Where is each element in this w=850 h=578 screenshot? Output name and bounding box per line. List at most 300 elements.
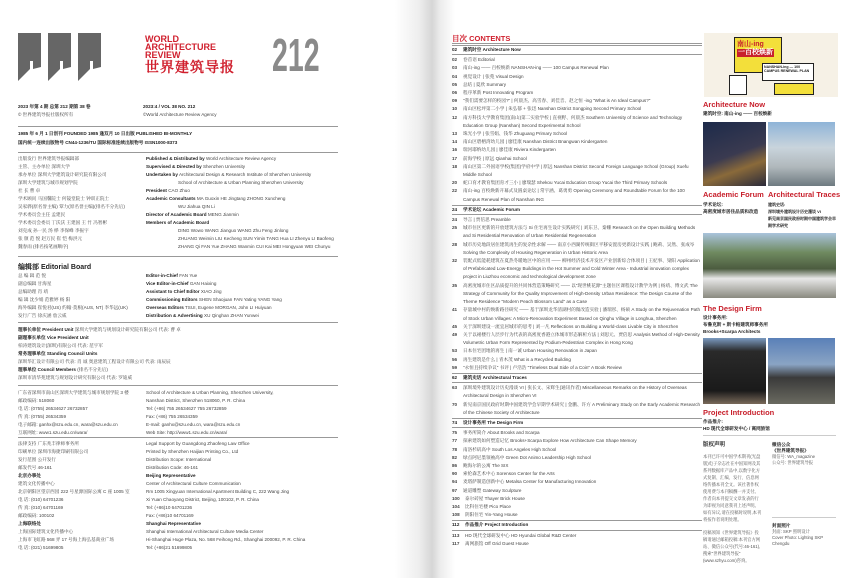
row-en: [146, 429, 227, 437]
row-en-value: Architectural Design & Research Institute of Shenzhen University: [178, 172, 312, 177]
info-row: [18, 528, 338, 536]
info-row: [18, 472, 338, 480]
row-zh: 印刷单位 深圳市海捷印刷有限公司: [18, 449, 89, 454]
info-row: [18, 397, 338, 405]
contents-entry[interactable]: [452, 163, 702, 179]
page-number: 86: [452, 462, 458, 468]
row-zh: 发行广告 徐庆涵 詹云威: [18, 313, 67, 318]
entry-title: 南山区松坪第二小学 | 朱弘郁 + 张迅 Nanshan District Songping Second Primary School: [463, 106, 642, 112]
page-number: 06: [452, 90, 458, 96]
contents-section[interactable]: [452, 373, 702, 383]
entry-title: 比科住宅楼 Pico Place: [465, 503, 511, 509]
contents-entry[interactable]: [452, 155, 702, 163]
info-row: [18, 203, 338, 211]
entry-title: 南山-ing 百校焕新开幕式及圆桌论坛 | 常宇涵、葛勇勇 Opening Ceremony and Roundtable Forum for the 100 Campus Renewal Plan of Nanshan ING: [463, 188, 685, 202]
row-zh: 总 编 辑 范 悦: [18, 273, 47, 278]
academic-forum-title: Academic Forum: [703, 190, 764, 199]
page-number: 112: [452, 522, 460, 528]
entry-title: 珠光小学 | 张雪娟、钱华 Zhuguang Primary School: [463, 131, 568, 137]
divider: [18, 256, 338, 257]
info-row: [18, 179, 338, 187]
poster-subtitle: NANSHAN-ing — 100 CAMPUS RENEWAL PLAN: [762, 63, 814, 81]
info-row: [18, 312, 338, 320]
page-number: 117: [452, 540, 460, 546]
page-number: 70: [452, 401, 458, 407]
page-number: 77: [452, 438, 458, 444]
unit-label: 副理事长单位 Vice President Unit: [18, 335, 89, 340]
info-row: [18, 504, 338, 512]
row-en-value: Legal Support by Guangdong Zhaofeng Law Office: [146, 441, 250, 446]
contents-entry[interactable]: [452, 384, 702, 400]
contents-entry[interactable]: [452, 347, 702, 355]
entry-title: HD 现代全球研发中心 HD Hyundai Global R&D Center: [465, 532, 577, 538]
info-row: [18, 405, 338, 413]
contents-section[interactable]: [452, 205, 702, 215]
contents-entry[interactable]: [452, 138, 702, 146]
row-en: [146, 440, 250, 448]
info-row: [18, 187, 338, 195]
info-row: [18, 536, 338, 544]
row-en: [146, 304, 272, 312]
entry-title: 导言 | 贾倍思 Preamble: [463, 217, 511, 223]
contents-section[interactable]: [452, 520, 702, 530]
row-en: [146, 163, 245, 171]
contents-entry[interactable]: [452, 462, 702, 470]
arch-now-title: Architecture Now: [703, 100, 766, 109]
contents-entry[interactable]: [452, 495, 702, 503]
entry-title: 泰尔砖屋 Thayer Brick House: [465, 495, 525, 501]
poster-title: 南山-ing 一百校焕新: [737, 41, 773, 56]
copyright-statement: 版权声明 本刊已许可中国学术期刊(光盘版)电子杂志社在中国知网及其系列数据库产品中,以数字化方式复制、汇编、发行、信息网络传播本刊全文。该社著作权使用费与本刊稿酬一并支付。作者向本刊提交文章发表的行为即视为同意我刊上述声明。如有异议,请在投稿时说明,本刊将按作者说明处理。 投稿须知《世界建筑导报》投稿请通过邮箱投稿:本刊官方网站、微信公众号(代号:46-161),搜索"世界建筑导报"(www.szhyu.com)咨询。: [703, 442, 762, 563]
row-en-value: Rm 1005 Xingyuan International Apartment Building C, 222 Wang Jing: [146, 489, 290, 494]
unit-row: [18, 366, 338, 374]
contents-entry[interactable]: [452, 454, 702, 462]
row-zh: 副总编辑 甘海星: [18, 281, 52, 286]
row-zh: 电 话: (0755) 26534627 26732857: [18, 406, 88, 411]
unit-text: (排名不分先后): [77, 367, 108, 372]
row-en-value: Tel: (+86) 755 26534627 755 26732859: [146, 406, 227, 411]
page-number: 24: [452, 217, 458, 223]
brand-en-3: REVIEW: [145, 50, 181, 60]
row-en-value: CAO Zhuo: [168, 188, 190, 193]
design-firm-image: [703, 233, 836, 298]
legal-block: [18, 440, 338, 552]
row-en-label: President: [146, 188, 167, 193]
row-zh: 上海国际建筑文化传播中心: [18, 529, 74, 534]
row-zh: 学术顾问 马国馨院士 何镜堂院士 钟训正院士: [18, 196, 110, 201]
page-number: 49: [452, 331, 458, 337]
page-number: 62: [452, 374, 458, 380]
unit-row: [18, 326, 338, 334]
row-en-value: SHEN Shaojuan FAN Yating YANG Yang: [198, 297, 282, 302]
unit-text: 深圳大学建筑与规划设计研究院有限公司 代表: 曹 卓: [74, 327, 181, 332]
entry-title: 关于深圳建设一流宜居城市的思考 | 刘一凡 Reflections on Building a World-class Livable City in Shenzhen: [463, 323, 679, 329]
info-row: [18, 456, 338, 464]
entry-title: 蛇口育才教育集团育才三小 | 廖瑞瑟 Shekou Yucai Education Group Yucai the Third Primary Schools: [463, 180, 668, 186]
contents-entry[interactable]: [452, 437, 702, 445]
page-number: 04: [452, 73, 458, 79]
entry-title: 阴阳住宅 Yin-Yang House: [465, 512, 518, 518]
entry-title: 绿点阿尼墨领袖高中 Green Dot Animo Leadership High School: [463, 454, 591, 460]
issue-meta: [18, 103, 338, 119]
contents-entry[interactable]: [452, 105, 702, 113]
row-en-label: Distribution & Advertising: [146, 313, 203, 318]
info-row: [18, 219, 338, 227]
editor-block: [18, 272, 338, 320]
page-number: 03: [452, 65, 458, 71]
contents-entry[interactable]: [452, 257, 702, 282]
unit-row: [18, 342, 338, 350]
row-zh: 发行范围 公开发行: [18, 457, 57, 462]
row-zh: 电 话: (021) 51699805: [18, 545, 64, 550]
entry-title: 关于以裙楼行人层步行为代表的高密度香港立体城市形态解析方法 | 刘思元、贾倍思 Analysis Method of High-Density Volumetric Urban Form Represented by Podium-Pedestrian Complex in Hong Kong: [463, 331, 700, 346]
page-number: 09: [452, 98, 458, 104]
contents-entry[interactable]: [452, 224, 702, 240]
contents-entry[interactable]: [452, 429, 702, 437]
row-en: [146, 464, 198, 472]
page-number: 02: [452, 47, 458, 52]
brand-en-2: ARCHITECTURE: [145, 42, 216, 52]
magazine-logo-icon: [18, 33, 103, 81]
issue-number: 212: [272, 29, 320, 81]
row-en-value: Beijing Representative: [146, 473, 196, 478]
issue-zh: 2023 年第 4 期 总第 212 期第 38 卷: [18, 104, 91, 109]
row-zh: 海外编辑 崔悦君(US) 约翰·莫根(AUS, NT) 李华远(UK): [18, 305, 128, 310]
row-en: [146, 179, 303, 187]
page-number: 59: [452, 364, 458, 370]
cover-poster-image: [704, 33, 838, 97]
founded-info: [18, 129, 338, 147]
contents-entry[interactable]: [452, 179, 702, 187]
row-en: [146, 227, 288, 235]
row-en-value: Distribution Code: 46-161: [146, 465, 199, 470]
row-en-value: Tel: (+86)10 64701236: [146, 505, 193, 510]
row-zh: 主管、主办单位 深圳大学: [18, 164, 70, 169]
entry-title: "我们需要怎样的校园?" | 何晨杰、高雪春、刘佳音、赵之恒 -ing "What is An Ideal Campus?": [463, 98, 651, 104]
row-en-label: Commissioning Editors: [146, 297, 198, 302]
contents-entry[interactable]: [452, 401, 702, 417]
entry-title: 总结 | 夏欣 Summary: [463, 81, 507, 87]
page-number: 100: [452, 495, 460, 501]
page-number: 78: [452, 446, 458, 452]
publisher-block: [18, 155, 338, 251]
page-number: 53: [452, 348, 458, 354]
contents: [452, 33, 702, 548]
entry-title: 程序革新 Post Innovating Program: [463, 90, 534, 96]
row-zh: 出版发行 世界建筑导报编辑部: [18, 156, 79, 161]
contents-entry[interactable]: [452, 306, 702, 322]
entry-title: 存量城中村的焕新路径研究 —— 基于深圳龙华清湖村的微改造实验 | 潘瑞彤、杨硕 A Study on the Rejuvenation Path of Stock Urban Villages: A Micro-Renovation Experiment Based on Qinghu Village in Longhua, Shenzhen: [463, 307, 701, 321]
row-zh: 总编助理 肖 靖: [18, 289, 49, 294]
row-zh: 邮政编码: 100102: [18, 513, 55, 518]
row-zh: 魏春雨 (排名按笔画顺序): [18, 244, 69, 249]
info-row: [18, 227, 338, 235]
address-block: [18, 389, 338, 437]
project-image-1: [703, 338, 766, 404]
contents-entry[interactable]: [452, 89, 702, 97]
unit-text: 柏涛建筑设计(深圳)有限公司 代表: 范宇军: [18, 343, 103, 348]
info-row: [18, 296, 338, 304]
row-en: [146, 203, 215, 211]
brand-wordmark: [145, 35, 235, 75]
row-en: [146, 536, 305, 544]
info-row: [18, 464, 338, 472]
info-row: [18, 389, 338, 397]
entry-title: 前海学校 | 原远 Qianhai School: [463, 155, 527, 161]
contents-entry[interactable]: [452, 356, 702, 364]
row-en-value: E-mail: ganhx@szu.edu.cn, wara@szu.edu.cn: [146, 422, 241, 427]
row-en-value: XIAO Jing: [200, 289, 222, 294]
entry-title: 南山区第二外国语学校(集团)学府中学 | 原远 Nanshan District Second Foreign Language School (Group) Xuefu Middle School: [463, 163, 689, 178]
contents-entry[interactable]: [452, 540, 702, 548]
row-zh: 法律支持 广东兆丰律师事务所: [18, 441, 79, 446]
row-en-label: Assistant to Chief Editor: [146, 289, 200, 294]
row-en: [146, 544, 192, 552]
info-row: [18, 520, 338, 528]
row-zh: 互联网址: www1.szu.edu.cn/wara/: [18, 430, 88, 435]
contents-entry[interactable]: [452, 364, 702, 372]
entry-title: 建筑时空 Architecture Now: [463, 47, 521, 52]
academic-forum-image: [703, 122, 766, 186]
row-en-label: Members of Academic Board: [146, 220, 210, 225]
contents-entry[interactable]: [452, 503, 702, 511]
page-number: 12: [452, 114, 458, 120]
contents-entry[interactable]: [452, 323, 702, 331]
row-en-value: Printed by Shenzhen Haijian Printing Co., Ltd: [146, 449, 239, 454]
info-row: [18, 280, 338, 288]
row-zh: 深圳大学建筑与城市规划学院: [18, 180, 78, 185]
row-en-value: School of Architecture & Urban Planning, Shenzhen University,: [146, 390, 274, 395]
page-number: 02: [452, 57, 458, 63]
contents-entry[interactable]: [452, 97, 702, 105]
divider: [703, 435, 836, 436]
row-en-value: Web Site: http://www1.szu.edu.cn/wara/: [146, 430, 228, 435]
row-en-label: Vice Editor-in-Chief: [146, 281, 189, 286]
page-number: 45: [452, 323, 458, 329]
row-en: [146, 195, 285, 203]
entry-title: 南方科技大学教育集团(南山)第二实验学校 | 直视野、何晨杰 Southern University of Science and Technology Education Group (Nanshan) Second Experimental School: [463, 114, 683, 128]
row-en-label: Overseas Editors: [146, 305, 184, 310]
contents-entry[interactable]: [452, 187, 702, 203]
cover-photo-info: 封面照片 封面: SKP 照明设计 Cover Photo: Lighting SKP Chengdu: [772, 523, 824, 546]
row-en-value: World Architecture Review Agency: [205, 156, 277, 161]
row-en-value: FAN Yue: [179, 273, 198, 278]
contents-entry[interactable]: [452, 146, 702, 154]
row-zh: 吴家骅(原名誉主编) 覃力(原名誉主编)(排名不分先后): [18, 204, 125, 209]
page-number: 75: [452, 430, 458, 436]
entry-title: 日本住宅团地的再生 | 南一诚 Urban Housing Renovation in Japan: [463, 348, 597, 354]
page-number: 28: [452, 241, 458, 247]
row-en-label: Academic Consultants: [146, 196, 196, 201]
entry-title: 卷首语 Editorial: [463, 57, 495, 63]
info-row: [18, 421, 338, 429]
contents-entry[interactable]: [452, 487, 702, 495]
page-number: 13: [452, 131, 458, 137]
page-number: 56: [452, 356, 458, 362]
row-en-value: GAN Haixing: [189, 281, 217, 286]
info-row: [18, 448, 338, 456]
unit-text: 深圳市清华苑建筑与规划设计研究有限公司 代表: 罗迪威: [18, 375, 133, 380]
entry-title: 南洛杉矶高中 South Los Angeles High School: [463, 446, 557, 452]
contents-entry[interactable]: [452, 81, 702, 89]
row-en-value: Nanshan District, Shenzhen 518060, P. R. China: [146, 398, 245, 403]
row-zh: 广东省深圳市南山区深圳大学建筑与城市规划学院 3 楼: [18, 390, 129, 395]
entry-title: 新见南京国民政府时期中国建筑学会早期学术研究 | 金鹏、许方 A Preliminary Study on the Early Academic Research of the Chinese Society of Architecture: [463, 401, 701, 415]
entry-title: 探索建筑如何塑造记忆 Brooks+Scarpa Explore How Architecture Can Shape Memory: [463, 438, 637, 444]
row-en-value: Fax: (+86)10 64701169: [146, 513, 194, 518]
info-row: [18, 272, 338, 280]
entry-title: 瑞河耶纳幼儿园 | 廖佳康 Riviera Kindergarten: [463, 147, 556, 153]
page-number: 32: [452, 258, 458, 264]
contents-entry[interactable]: [452, 64, 702, 72]
info-row: [18, 171, 338, 179]
row-en: [146, 405, 227, 413]
page-number: 74: [452, 419, 458, 425]
contents-entry[interactable]: [452, 73, 702, 81]
contents-entry[interactable]: [452, 114, 702, 130]
row-zh: 邮发代号 46-161: [18, 465, 52, 470]
brand-zh: 世界建筑导报: [145, 59, 235, 75]
contents-entry[interactable]: [452, 478, 702, 486]
page-number: 108: [452, 512, 460, 518]
contents-section[interactable]: [452, 45, 702, 55]
info-row: [18, 480, 338, 488]
contents-entry[interactable]: [452, 241, 702, 257]
row-zh: 传 真: (010) 64701169: [18, 505, 64, 510]
contents-entry[interactable]: [452, 130, 702, 138]
divider: [18, 126, 338, 127]
contents-entry[interactable]: [452, 216, 702, 224]
row-en-label: Director of Academic Board: [146, 212, 207, 217]
row-en-value: Shanghai International Architectural Culture Media Center: [146, 529, 264, 534]
row-zh: 张 颀 范 悦 赵万民 崔 恺 梅洪元: [18, 236, 83, 241]
row-en: [146, 413, 198, 421]
info-row: [18, 195, 338, 203]
info-row: [18, 440, 338, 448]
entry-title: 事务所简介 About Brooks and Scarpa: [463, 430, 540, 436]
design-firm-sub: 设计事务所: 布鲁克斯 + 斯卡帕建筑师事务所 Brooks+Scarpa Architects: [703, 315, 768, 334]
row-en: [146, 512, 194, 520]
contents-title: 目次 CONTENTS: [452, 34, 511, 43]
design-firm-title: The Design Firm: [703, 304, 762, 313]
row-en-value: Center of Architectural Culture Communication: [146, 481, 241, 486]
page-number: 16: [452, 147, 458, 153]
project-image-2: [768, 338, 835, 404]
row-zh: 上海联络处: [18, 521, 41, 526]
entry-title: "永恒且持续争议" 书评 | 卢浩浩 "Timeless Dual Side of a Coin" A Book Review: [463, 364, 622, 370]
row-zh: 学术委员会委员 丁沃沃 王建国 王 竹 冯智彬: [18, 220, 108, 225]
page-number: 25: [452, 225, 458, 231]
info-row: [18, 429, 338, 437]
row-zh: 建筑文化传播中心: [18, 481, 55, 486]
page-number: 113: [452, 532, 460, 538]
contents-entry[interactable]: [452, 282, 702, 307]
row-en-value: Fax: (+86) 755 26534359: [146, 414, 198, 419]
row-en: [146, 448, 238, 456]
row-en: [146, 397, 245, 405]
copyright-zh: © 世界建筑导报社版权所有: [18, 112, 74, 117]
contents-entry[interactable]: [452, 532, 702, 540]
row-en: [146, 472, 196, 480]
row-en: [146, 171, 311, 179]
contents-entry[interactable]: [452, 331, 702, 347]
row-zh: 北京办事处: [18, 473, 41, 478]
entry-title: 索伦森艺术中心 Sorenson Center for the Arts: [463, 471, 555, 477]
unit-row: [18, 358, 338, 366]
page-number: 41: [452, 307, 458, 313]
contents-list: [452, 45, 702, 548]
divider: [772, 517, 836, 518]
page-number: 90: [452, 471, 458, 477]
row-zh: 上海市飞虹路 568 弄 17 号海上海弘基商业广场: [18, 537, 114, 542]
row-en: [146, 296, 282, 304]
row-en: [146, 389, 274, 397]
row-en-value: Tel: (+86)21 51699805: [146, 545, 193, 550]
row-zh: 承办单位 深圳大学建筑设计研究院有限公司: [18, 172, 107, 177]
entry-title: 麦塔萨制造创新中心 Metalsa Center for Manufacturing Innovation: [463, 479, 597, 485]
row-en-value: Distribution Scope: International: [146, 457, 212, 462]
row-en: [146, 504, 192, 512]
entry-title: 鲍海尔的公寓 The SIX: [463, 462, 509, 468]
row-en: [146, 272, 197, 280]
row-en: [146, 312, 259, 320]
unit-label: 理事单位 Council Members: [18, 367, 76, 372]
row-en-label: Supervised & Directed by: [146, 164, 202, 169]
contents-entry[interactable]: [452, 470, 702, 478]
divider: [18, 385, 338, 386]
contents-entry[interactable]: [452, 56, 702, 64]
entry-title: 视觉设计 | 张苑 Visual Design: [463, 73, 524, 79]
info-row: [18, 413, 338, 421]
row-en-value: Shenzhen University: [202, 164, 246, 169]
divider: [18, 437, 338, 438]
page-number: 05: [452, 81, 458, 87]
row-en-value: MA Guoxin HE Jingtang ZHONG Xuncheng: [196, 196, 286, 201]
issue-en: 2023:4 / VOL 38 NO. 212: [143, 104, 196, 109]
info-row: [18, 288, 338, 296]
info-row: [18, 211, 338, 219]
page-number: 14: [452, 139, 458, 145]
entry-title: 通道雕塑 Gateway Sculpture: [463, 487, 522, 493]
entry-title: 建筑史话 Architectural Traces: [463, 374, 527, 380]
arch-now-sub: 建筑时空: 南山-ing —— 百校焕新: [703, 111, 772, 116]
contents-entry[interactable]: [452, 511, 702, 519]
contents-entry[interactable]: [452, 446, 702, 454]
entry-title: 深圳境外建筑设计历史漫谈 VI | 张长文、宋辉生(通讯作者) Miscellaneous Remarks on the History of Overseas Architectural Design in Shenzhen VI: [463, 385, 687, 399]
row-en-value: ZHANG Qi FAN Yue ZHANG Wanmin CUI Kai MEI Hongyuan WEI Chunyu: [178, 244, 331, 249]
wechat-info: 微信公众 《世界建筑导报》 微信号: WA_magazine 公众号: 世界建筑导报: [772, 442, 816, 465]
unit-row: [18, 350, 338, 358]
entry-title: 高密度城市住区品质提升的共同体营造策略研究 —— 以"现世桃花源"主题住区课程设计教学为例 | 杨靖、傅文武 The Strategy of Community for the Quality Improvement of High-Density Urban Residence: The Design Course of the Theme Residence "Modern Peach Blossom Land" as a Case: [463, 282, 698, 305]
page-number: 97: [452, 487, 458, 493]
row-en: [146, 219, 209, 227]
row-zh: 学术委员会主任 孟建民: [18, 212, 66, 217]
row-zh: 电 话: (010) 64701236: [18, 497, 64, 502]
contents-section[interactable]: [452, 418, 702, 428]
row-en: [146, 243, 330, 251]
entry-title: 城市住区更新的开放建筑方法与 Si 住宅再生设计实践研究 | 刘东卫、秦姗 Research on the Open Building Methods and Si Residential Renovation of Urban Residential Regeneration: [463, 225, 696, 239]
brand-en-1: WORLD: [145, 34, 179, 44]
row-en-value: ZHUANG Weimin LIU Kecheng SUN Yimin TANG Hua LI Zhenyu LI Baofeng: [178, 236, 334, 241]
info-row: [18, 496, 338, 504]
architectural-traces-image: [768, 122, 835, 186]
entry-title: 装配式低能耗建筑在夏热冬暖地区中的应用 —— 柳州经济技术开发区产业创新综合体项目 | 王紀事、梁阳 Application of Prefabricated Low-Energy Buildings in the Hot Summer and Cold Winter Area - Industrial innovation complex project in Liuzhou economic and technological development zone: [463, 258, 700, 280]
row-en-value: Xi Yuan Chaoyang District, Beijing, 100102, P. R. China: [146, 497, 259, 502]
divider: [18, 322, 338, 323]
row-en-value: MENG Jianmin: [207, 212, 239, 217]
project-intro-title: Project Introduction: [703, 408, 775, 417]
page-gutter-shadow: [395, 0, 455, 578]
